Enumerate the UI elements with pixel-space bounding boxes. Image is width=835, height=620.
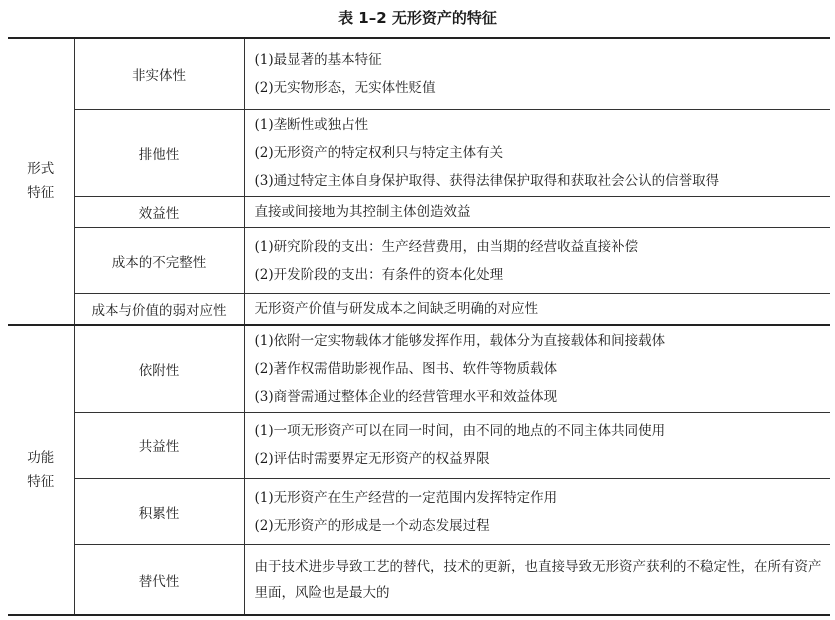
description-line: 无形资产价值与研发成本之间缺乏明确的对应性 xyxy=(254,301,538,318)
description-line: (2)著作权需借助影视作品、图书、软件等物质载体 xyxy=(254,360,558,377)
description-line: (2)无实物形态，无实体性贬值 xyxy=(254,79,436,96)
category-label: 特征 xyxy=(27,185,55,202)
description-line: (1)一项无形资产可以在同一时间，由不同的地点的不同主体共同使用 xyxy=(254,423,666,440)
feature-name: 成本的不完整性 xyxy=(74,228,244,294)
feature-description xyxy=(244,197,830,228)
description-line: (2)开发阶段的支出：有条件的资本化处理 xyxy=(254,266,504,283)
table-title: 表 1–2 无形资产的特征 xyxy=(338,9,497,27)
description-line: (1)依附一定实物载体才能够发挥作用，载体分为直接载体和间接载体 xyxy=(254,332,666,349)
table-row xyxy=(8,109,830,196)
table-row xyxy=(8,38,830,109)
description-line: (2)无形资产的形成是一个动态发展过程 xyxy=(254,517,490,534)
feature-description xyxy=(244,412,830,478)
description-line: (1)研究阶段的支出：生产经营费用，由当期的经营收益直接补偿 xyxy=(254,238,639,255)
feature-name: 排他性 xyxy=(74,109,244,196)
table-row xyxy=(8,294,830,325)
category-cell-function xyxy=(8,325,74,615)
feature-description xyxy=(244,478,830,544)
category-label: 形式 xyxy=(27,161,55,178)
feature-description xyxy=(244,294,830,325)
feature-description xyxy=(244,109,830,196)
feature-name: 效益性 xyxy=(74,197,244,228)
intangible-asset-features-table xyxy=(8,37,830,616)
description-line: (2)无形资产的特定权利只与特定主体有关 xyxy=(254,144,504,161)
category-label: 功能 xyxy=(27,449,55,466)
table-row xyxy=(8,478,830,544)
description-line: (1)垄断性或独占性 xyxy=(254,116,369,133)
feature-name: 成本与价值的弱对应性 xyxy=(74,294,244,325)
description-line: 直接或间接地为其控制主体创造效益 xyxy=(254,204,471,221)
feature-name: 依附性 xyxy=(74,325,244,412)
description-line: (3)通过特定主体自身保护取得、获得法律保护取得和获取社会公认的信誉取得 xyxy=(254,172,720,189)
table-row xyxy=(8,197,830,228)
table-row xyxy=(8,412,830,478)
category-label: 特征 xyxy=(27,473,55,490)
table-row xyxy=(8,545,830,615)
table-row xyxy=(8,325,830,412)
feature-description xyxy=(244,38,830,109)
description-line: (2)评估时需要界定无形资产的权益界限 xyxy=(254,451,490,468)
description-line: (3)商誉需通过整体企业的经营管理水平和效益体现 xyxy=(254,388,558,405)
feature-name: 替代性 xyxy=(74,545,244,615)
feature-description xyxy=(244,545,830,615)
feature-name: 非实体性 xyxy=(74,38,244,109)
feature-name: 积累性 xyxy=(74,478,244,544)
feature-name: 共益性 xyxy=(74,412,244,478)
description-line: (1)最显著的基本特征 xyxy=(254,51,382,68)
description-line: (1)无形资产在生产经营的一定范围内发挥特定作用 xyxy=(254,489,558,506)
description-line: 由于技术进步导致工艺的替代，技术的更新，也直接导致无形资产获利的不稳定性，在所有资产里面，风险也是最大的 xyxy=(254,558,822,601)
feature-description xyxy=(244,325,830,412)
feature-description xyxy=(244,228,830,294)
category-cell-form xyxy=(8,38,74,325)
table-row xyxy=(8,228,830,294)
